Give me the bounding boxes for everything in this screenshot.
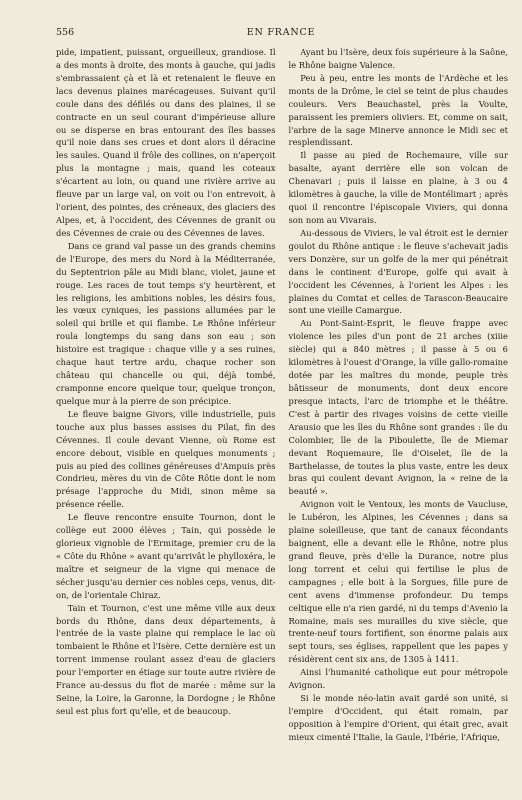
left-column	[56, 46, 276, 744]
paragraph: Il passe au pied de Rochemaure, ville sur basalte, ayant derrière elle son volcan de Chenavari ; puis il laisse en plaine, à 3 ou 4 kilomètres à gauche, la ville de Montélimart ; après quoi il rencontre l'épiscopale Viviers, qui donna son nom au Vivarais.	[288, 150, 508, 225]
paragraph: Ainsi l'humanité catholique eut pour métropole Avignon.	[288, 667, 508, 691]
text-columns	[56, 46, 508, 744]
paragraph: Au-dessous de Viviers, le val étroit est le dernier goulot du Rhône antique : le fleuve s'achevait jadis vers Donzère, sur un golfe de la mer qui pénétrait dans le continent d'Europe, golfe qui avait à l'occident les Cévennes, à l'orient les Alpes : les plaines du Comtat et celles de Tarascon-Beaucaire sont une vieille Camargue.	[288, 227, 508, 316]
paragraph: Peu à peu, entre les monts de l'Ardèche et les monts de la Drôme, le ciel se teint de plus chaudes couleurs. Vers Beauchastel, près la Voulte, paraissent les premiers oliviers. Et, comme on sait, l'arbre de la sage Minerve annonce le Midi sec et resplendissant.	[288, 72, 508, 148]
paragraph: Tain et Tournon, c'est une même ville aux deux bords du Rhône, dans deux départements, à l'entrée de la vaste plaine qui remplace le lac où tombaient le Rhône et l'Isère. Cette dernière est un torrent immense roulant assez d'eau de glaciers pour l'emporter en étiage sur toute autre rivière de France au-dessus du flot de marée : même sur la Seine, la Loire, la Garonne, la Dordogne ; le Rhône seul est plus fort qu'elle, et de beaucoup.	[56, 602, 276, 717]
right-column	[289, 46, 509, 744]
paragraph: Au Pont-Saint-Esprit, le fleuve frappe avec violence les piles d'un pont de 21 arches (xiiie siècle) qui a 840 mètres ; il passe à 5 ou 6 kilomètres à l'ouest d'Orange, la ville gallo-romaine dotée par les maîtres du monde, peuple très bâtisseur de monuments, dont deux encore presque intacts, l'arc de triomphe et le théâtre. C'est à partir des rivages voisins de cette vieille Arausio que les îles du Rhône sont grandes : île du Colombier, île de la Piboulette, île de Miemar devant Roquemaure, île d'Oiselet, île de la Barthelasse, de toutes la plus vaste, entre les deux bras qui coulent devant Avignon, la « reine de la beauté ».	[288, 318, 508, 497]
paragraph: Dans ce grand val passe un des grands chemins de l'Europe, des mers du Nord à la Méditerranée, du Septentrion pâle au Midi blanc, violet, jaune et rouge. Les races de tout temps s'y heurtèrent, et les religions, les ambitions nobles, les désirs fous, les vœux cyniques, les passions allumées par le soleil qui brille et qui flambe. Le Rhône inférieur roula longtemps du sang dans son eau ; son histoire est tragique : chaque ville y a ses ruines, chaque haut tertre ardu, chaque rocher son château qui chancelle ou qui, déjà tombé, cramponne encore quelque tour, quelque tronçon, quelque mur à la pierre de son précipice.	[56, 240, 276, 406]
page-number: 556	[56, 27, 75, 38]
paragraph: pide, impatient, puissant, orgueilleux, grandiose. Il a des monts à droite, des monts à gauche, qui jadis s'embrassaient çà et là et retenaient le fleuve en lacs devenus plaines marécageuses. Suivant qu'il coule dans des défilés ou dans des plaines, il se contracte en un seul courant d'impérieuse allure ou se disperse en bras entourant des îles basses qu'il noie dans ses crues et dont alors il déracine les saules. Quand il frôle des collines, on n'aperçoit plus la montagne ; mais, quand les coteaux s'écartent au loin, ou quand une rivière arrive au fleuve par un large val, on voit ou l'on entrevoit, à l'orient, des pointes, des créneaux, des glaciers des Alpes, et, à l'occident, des Cévennes de granit ou des Cévennes de craie ou des Cévennes de laves.	[56, 47, 276, 238]
paragraph: Le fleuve rencontre ensuite Tournon, dont le collège eut 2000 élèves ; Tain, qui possède le glorieux vignoble de l'Ermitage, premier cru de la « Côte du Rhône » avant qu'arrivât le phylloxéra, le maître et seigneur de la vigne qui menace de sécher jusqu'au dernier ces nobles ceps, venus, dit-on, de l'orientale Chiraz.	[56, 512, 276, 600]
running-title: EN FRANCE	[246, 27, 316, 38]
paragraph: Ayant bu l'Isère, deux fois supérieure à la Saône, le Rhône baigne Valence.	[288, 47, 508, 70]
paragraph: Avignon voit le Ventoux, les monts de Vaucluse, le Lubéron, les Alpines, les Cévennes ; dans sa plaine soleilleuse, que tant de canaux fécondants baignent, elle a devant elle le Rhône, notre plus grand fleuve, près d'elle la Durance, notre plus long torrent et celui qui fertilise le plus de campagnes ; elle boit à la Sorgues, fille pure de cent avens d'immense profondeur. Du temps celtique elle n'a rien gardé, ni du temps d'Avenio la Romaine, mais ses murailles du xive siècle, que trente-neuf tours fortifient, son énorme palais aux sept tours, ses églises, rappellent que les papes y résidèrent cent six ans, de 1305 à 1411.	[288, 499, 508, 665]
paragraph: Si le monde néo-latin avait gardé son unité, si l'empire d'Occident, qui était romain, par opposition à l'empire d'Orient, qui était grec, avait mieux cimenté l'Italie, la Gaule, l'Ibérie, l'Afrique,	[288, 693, 508, 742]
paragraph: Le fleuve baigne Givors, ville industrielle, puis touche aux plus basses assises du Pilat, fin des Cévennes. Il coule devant Vienne, où Rome est encore debout, visible en quelques monuments ; puis au pied des collines généreuses d'Ampuis près Condrieu, mères du vin de Côte Rôtie dont le nom présage l'approche du Midi, sinon même sa présence réelle.	[56, 408, 276, 510]
